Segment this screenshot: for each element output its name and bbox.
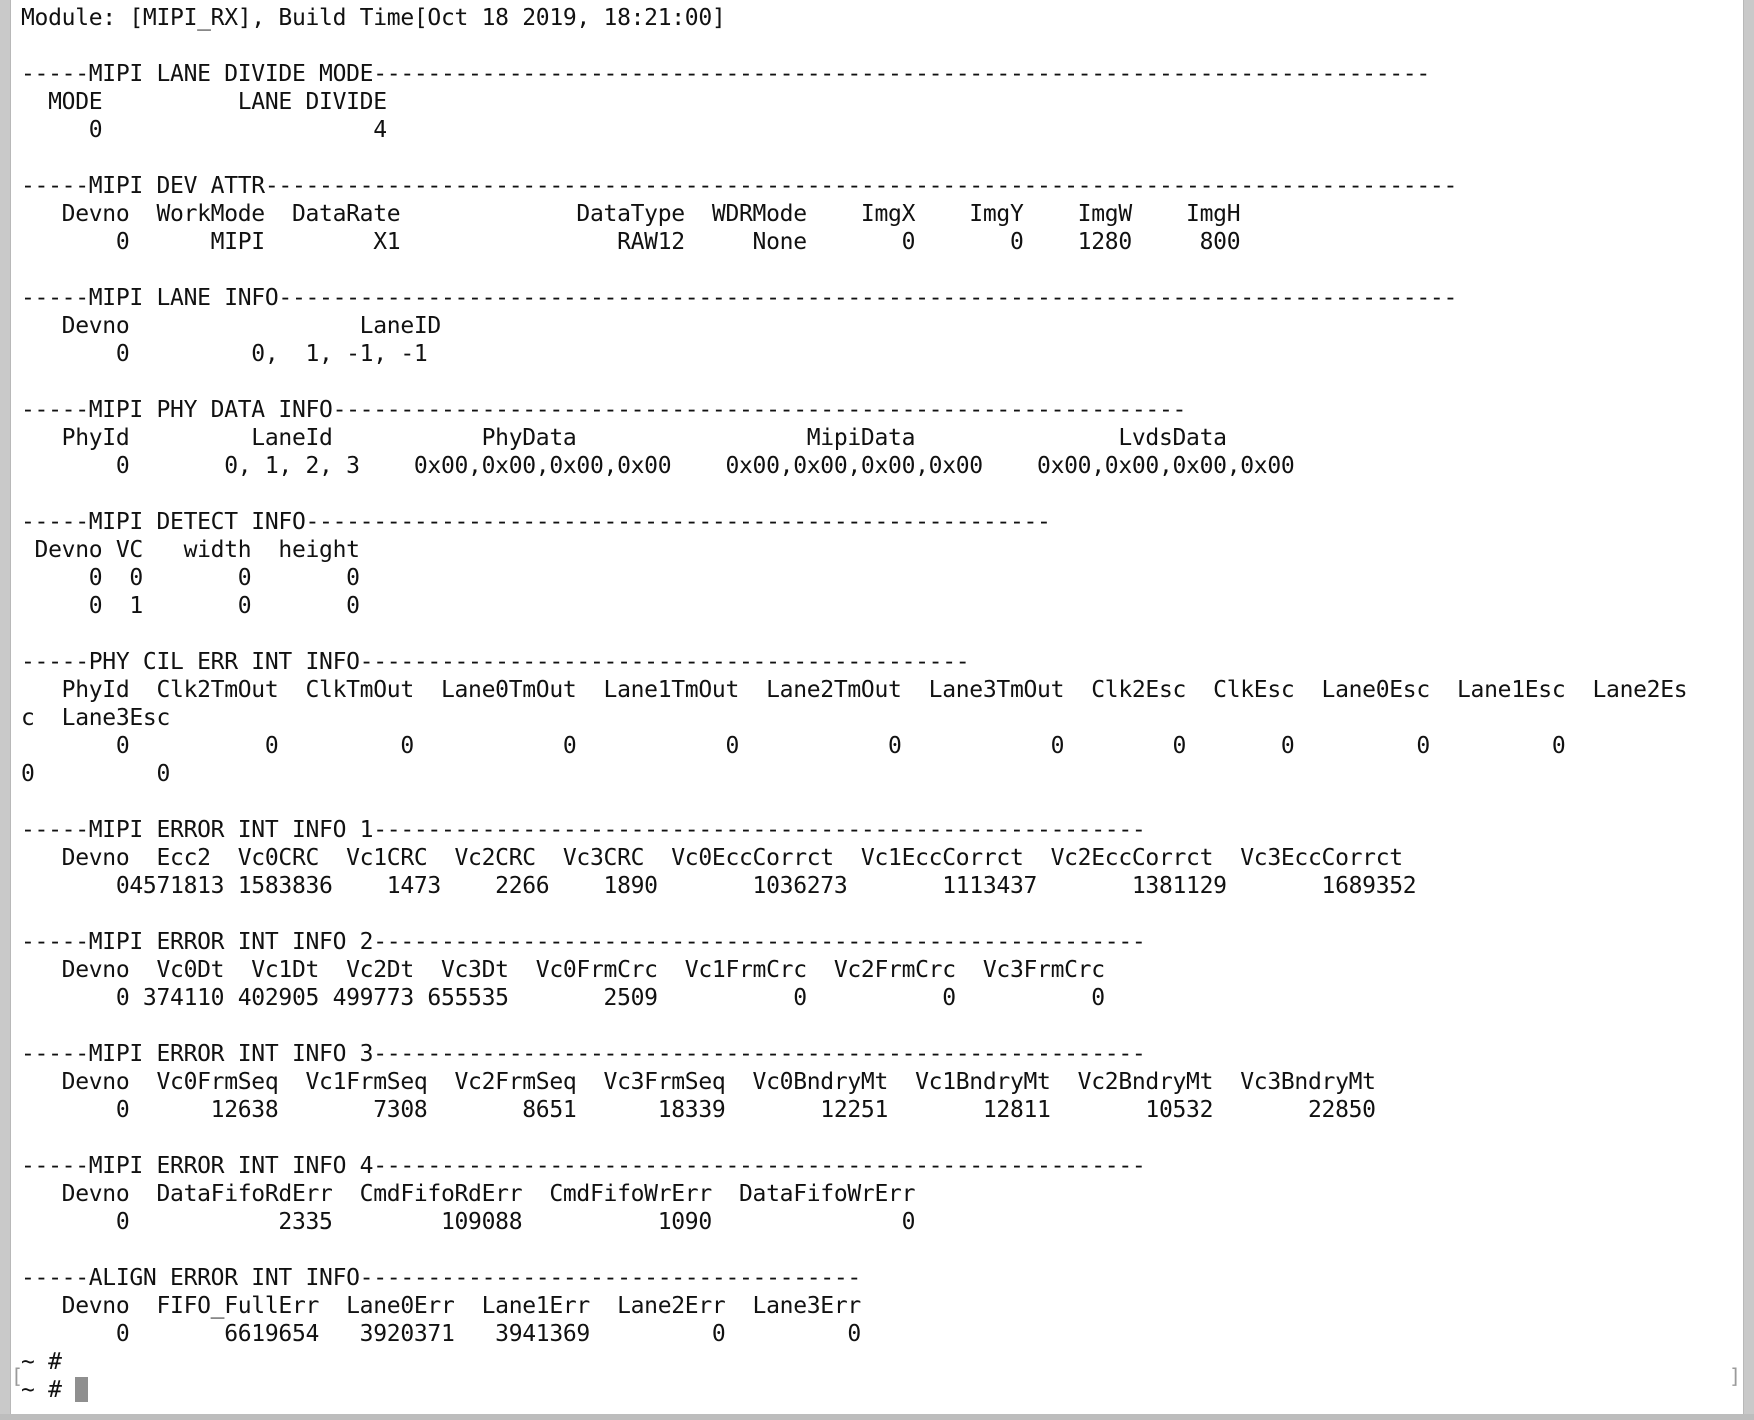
terminal-line: 0 12638 7308 8651 18339 12251 12811 10532 22850 [21,1097,1376,1123]
terminal-line: 0 0 0 0 [21,565,360,591]
terminal-line [21,32,1687,60]
terminal-line: 0 6619654 3920371 3941369 0 0 [21,1321,861,1347]
terminal-line: 0 4 [21,117,387,143]
terminal-line: -----MIPI ERROR INT INFO 2--------------------------------------------------------- [21,929,1146,955]
terminal-line: -----MIPI DETECT INFO------------------------------------------------------- [21,509,1051,535]
terminal-line: Devno WorkMode DataRate DataType WDRMode ImgX ImgY ImgW ImgH [21,201,1241,227]
terminal-line [21,620,1687,648]
terminal-line: 0 MIPI X1 RAW12 None 0 0 1280 800 [21,229,1241,255]
terminal-line: c Lane3Esc [21,705,171,731]
terminal-line [21,1012,1687,1040]
terminal-line: 0 0, 1, 2, 3 0x00,0x00,0x00,0x00 0x00,0x00,0x00,0x00 0x00,0x00,0x00,0x00 [21,453,1295,479]
terminal-line: Devno FIFO_FullErr Lane0Err Lane1Err Lane2Err Lane3Err [21,1293,861,1319]
terminal-window[interactable] [10,0,1744,1414]
terminal-line: -----MIPI ERROR INT INFO 4--------------------------------------------------------- [21,1153,1146,1179]
terminal-line: 0 2335 109088 1090 0 [21,1209,916,1235]
text-cursor [75,1377,88,1402]
terminal-line: 0 1 0 0 [21,593,360,619]
terminal-line: Devno Vc0Dt Vc1Dt Vc2Dt Vc3Dt Vc0FrmCrc Vc1FrmCrc Vc2FrmCrc Vc3FrmCrc [21,957,1105,983]
terminal-line: ~ # [21,1376,1687,1404]
terminal-line: -----MIPI LANE INFO--------------------------------------------------------------------------------------- [21,285,1458,311]
terminal-line: 04571813 1583836 1473 2266 1890 1036273 1113437 1381129 1689352 [21,873,1417,899]
terminal-line: ~ # [21,1349,62,1375]
terminal-line: -----MIPI ERROR INT INFO 3--------------------------------------------------------- [21,1041,1146,1067]
terminal-line [21,480,1687,508]
terminal-line: Devno Vc0FrmSeq Vc1FrmSeq Vc2FrmSeq Vc3FrmSeq Vc0BndryMt Vc1BndryMt Vc2BndryMt Vc3BndryMt [21,1069,1376,1095]
terminal-line: Devno Ecc2 Vc0CRC Vc1CRC Vc2CRC Vc3CRC Vc0EccCorrct Vc1EccCorrct Vc2EccCorrct Vc3EccCorrct [21,845,1403,871]
terminal-line [21,256,1687,284]
terminal-line: Devno VC width height [21,537,360,563]
terminal-line [21,144,1687,172]
terminal-line: Devno DataFifoRdErr CmdFifoRdErr CmdFifoWrErr DataFifoWrErr [21,1181,916,1207]
terminal-line: -----MIPI DEV ATTR---------------------------------------------------------------------------------------- [21,173,1458,199]
terminal-line: Devno LaneID [21,313,441,339]
terminal-line: PhyId Clk2TmOut ClkTmOut Lane0TmOut Lane1TmOut Lane2TmOut Lane3TmOut Clk2Esc ClkEsc Lane0Esc Lane1Esc Lane2Es [21,677,1688,703]
terminal-line: 0 374110 402905 499773 655535 2509 0 0 0 [21,985,1105,1011]
terminal-line: PhyId LaneId PhyData MipiData LvdsData [21,425,1227,451]
terminal-line [21,788,1687,816]
terminal-output[interactable] [21,4,1687,1404]
terminal-line: 0 0 0 0 0 0 0 0 0 0 0 [21,733,1566,759]
terminal-line: -----MIPI ERROR INT INFO 1--------------------------------------------------------- [21,817,1146,843]
terminal-line: Module: [MIPI_RX], Build Time[Oct 18 2019, 18:21:00] [21,5,726,31]
terminal-line: MODE LANE DIVIDE [21,89,387,115]
window-bottom-edge [0,1414,1754,1420]
terminal-line: -----ALIGN ERROR INT INFO------------------------------------- [21,1265,861,1291]
terminal-line [21,900,1687,928]
terminal-line: 0 0 [21,761,171,787]
terminal-line: 0 0, 1, -1, -1 [21,341,428,367]
terminal-line [21,368,1687,396]
terminal-line [21,1236,1687,1264]
scroll-bracket-left: [ [11,1364,24,1388]
terminal-line: -----PHY CIL ERR INT INFO--------------------------------------------- [21,649,970,675]
terminal-line: -----MIPI PHY DATA INFO--------------------------------------------------------------- [21,397,1187,423]
terminal-line: -----MIPI LANE DIVIDE MODE------------------------------------------------------------------------------ [21,61,1430,87]
scroll-bracket-right: ] [1728,1364,1741,1388]
terminal-line [21,1124,1687,1152]
